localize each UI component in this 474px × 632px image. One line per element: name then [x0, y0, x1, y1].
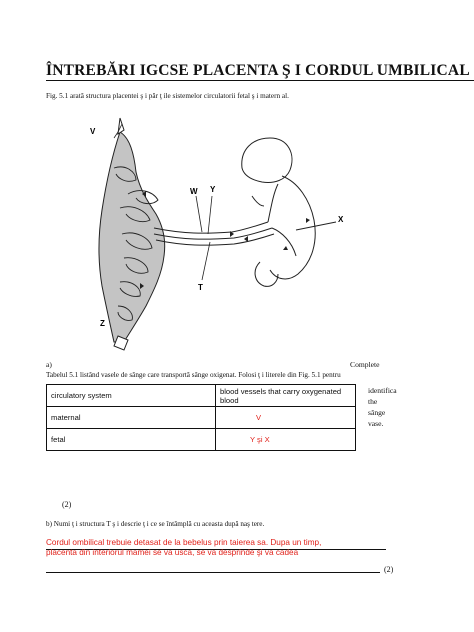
question-b-prompt: b) Numi ţ i structura T ş i descrie ţ i ce se întâmplă cu aceasta după naş tere. — [46, 520, 265, 528]
title-underline — [46, 80, 474, 81]
side-text-line: sânge — [368, 408, 386, 417]
row-system-maternal: maternal — [47, 407, 216, 429]
figure-caption: Fig. 5.1 arată structura placentei ş i păr ţ ile sistemelor circulatorii fetal ş i matern al. — [46, 92, 289, 100]
page-title: ÎNTREBĂRI IGCSE PLACENTA Ş I CORDUL UMBILICAL — [46, 62, 470, 79]
table-row — [47, 407, 356, 429]
side-text — [368, 385, 397, 429]
question-b-marks: (2) — [384, 565, 394, 574]
side-text-line: the — [368, 397, 378, 406]
label-w: W — [190, 187, 198, 196]
answer-table — [46, 384, 356, 451]
side-text-line: identifica — [368, 386, 397, 395]
label-z: Z — [100, 319, 105, 328]
row-system-fetal: fetal — [47, 429, 216, 451]
answer-line-2[interactable]: placenta din interiorul mamei se va usca, se va desprinde şi va cadea — [46, 548, 299, 557]
side-text-line: vase. — [368, 419, 384, 428]
answer-rule-2 — [46, 572, 380, 573]
label-x: X — [338, 215, 344, 224]
complete-word: Complete — [350, 360, 380, 369]
row-answer-maternal[interactable]: V — [216, 407, 356, 429]
label-y: Y — [210, 185, 216, 194]
placenta-figure — [84, 110, 364, 360]
header-circulatory-system: circulatory system — [47, 385, 216, 407]
table-header-row — [47, 385, 356, 407]
question-a-label: a) — [46, 360, 52, 369]
question-a-marks: (2) — [62, 500, 72, 509]
label-v: V — [90, 127, 96, 136]
header-blood-vessels: blood vessels that carry oxygenated blood — [216, 385, 356, 407]
row-answer-fetal[interactable]: Y şi X — [216, 429, 356, 451]
answer-line-1[interactable]: Cordul ombilical trebuie detasat de la bebelus prin taierea sa. Dupa un timp, — [46, 538, 322, 547]
fetus-head — [242, 138, 292, 183]
table-row — [47, 429, 356, 451]
label-t: T — [198, 283, 203, 292]
placenta-shape — [99, 132, 165, 342]
question-a-instruction: Tabelul 5.1 listând vasele de sânge care transportă sânge oxigenat. Folosi ţ i literele din Fig. 5.1 pentru — [46, 371, 341, 379]
